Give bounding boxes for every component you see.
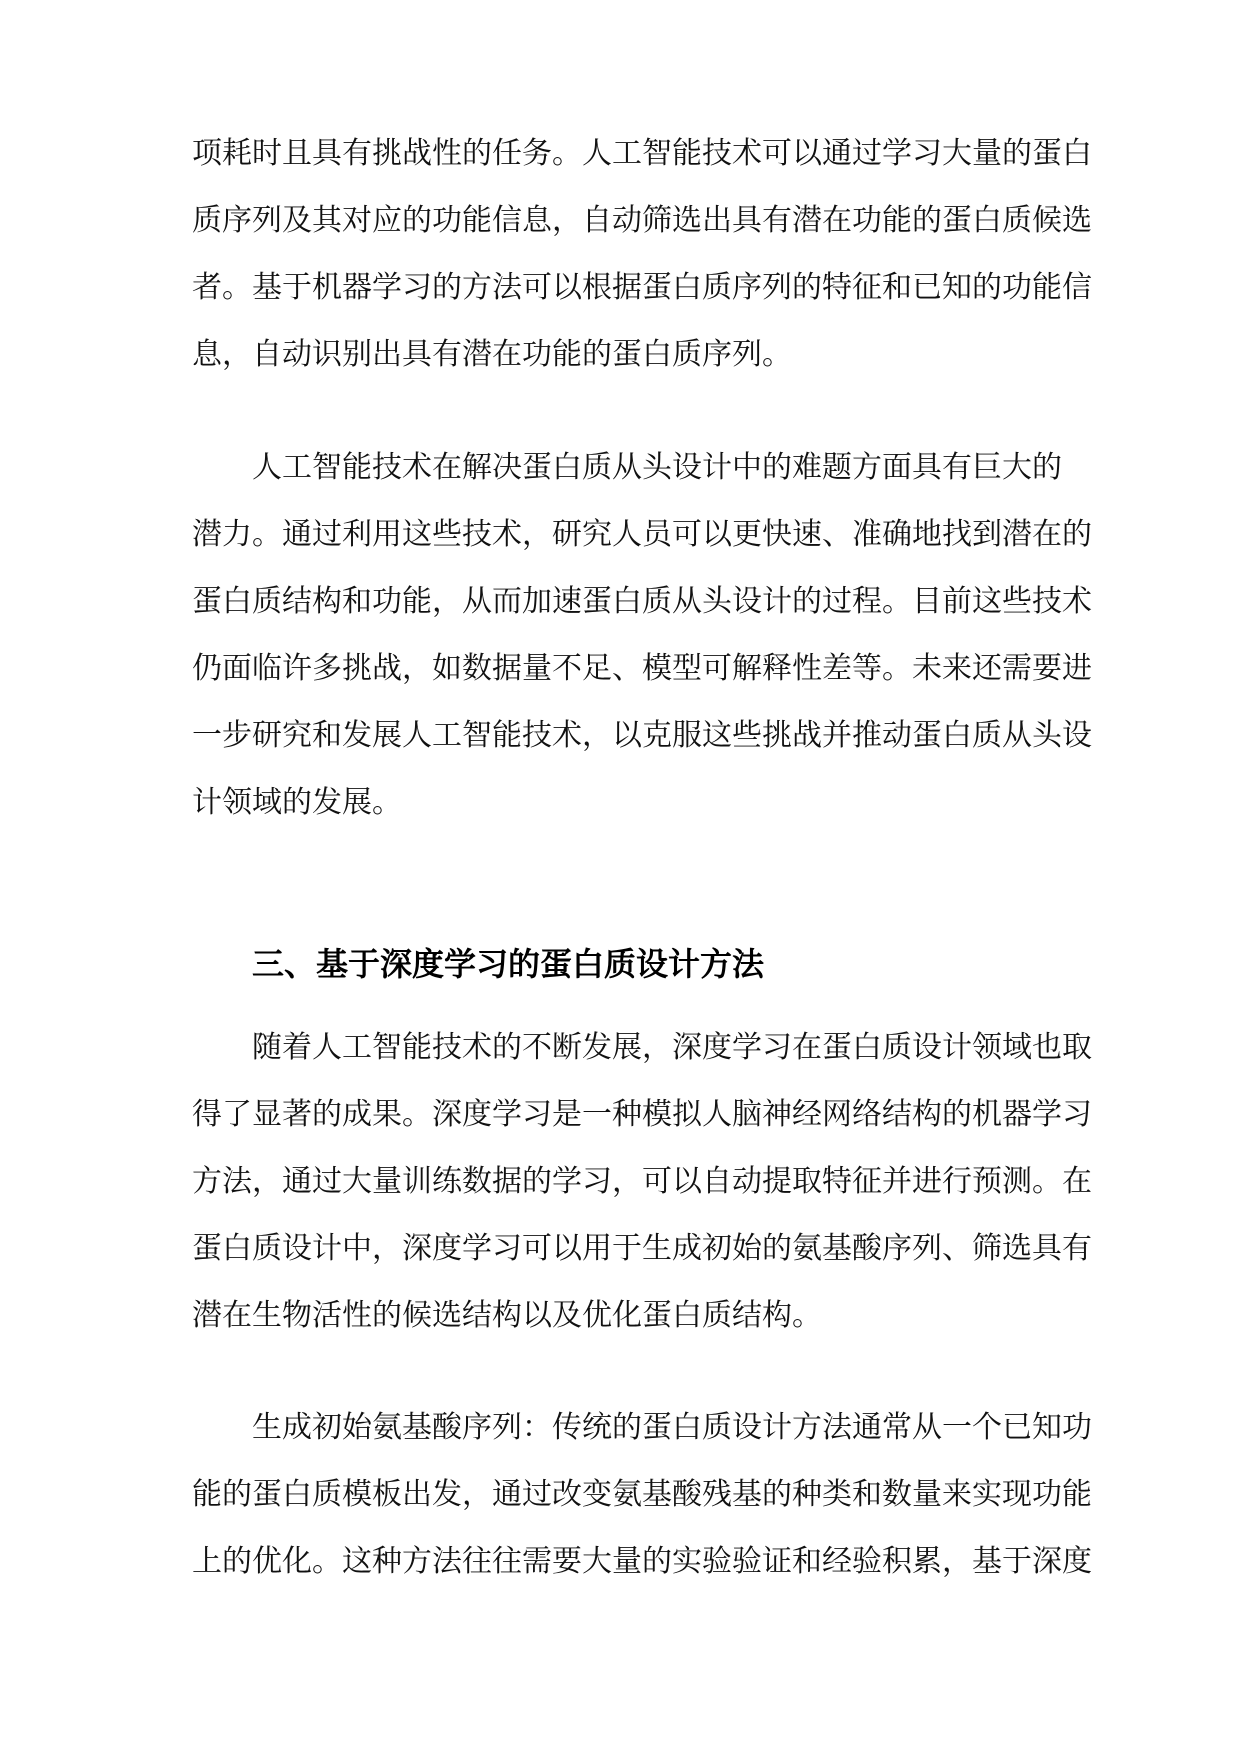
section-heading: 三、基于深度学习的蛋白质设计方法 (252, 945, 765, 983)
text-line: 者。基于机器学习的方法可以根据蛋白质序列的特征和已知的功能信 (192, 270, 1092, 305)
text-line: 生成初始氨基酸序列：传统的蛋白质设计方法通常从一个已知功 (192, 1410, 1092, 1445)
text-line: 潜在生物活性的候选结构以及优化蛋白质结构。 (192, 1298, 822, 1333)
text-line: 上的优化。这种方法往往需要大量的实验验证和经验积累，基于深度 (192, 1544, 1092, 1579)
text-line: 人工智能技术在解决蛋白质从头设计中的难题方面具有巨大的 (192, 450, 1062, 485)
text-line: 一步研究和发展人工智能技术，以克服这些挑战并推动蛋白质从头设 (192, 718, 1092, 753)
text-line: 蛋白质设计中，深度学习可以用于生成初始的氨基酸序列、筛选具有 (192, 1231, 1092, 1266)
text-line: 得了显著的成果。深度学习是一种模拟人脑神经网络结构的机器学习 (192, 1097, 1092, 1132)
text-line: 项耗时且具有挑战性的任务。人工智能技术可以通过学习大量的蛋白 (192, 136, 1092, 171)
text-line: 方法，通过大量训练数据的学习，可以自动提取特征并进行预测。在 (192, 1164, 1092, 1199)
text-line: 质序列及其对应的功能信息，自动筛选出具有潜在功能的蛋白质候选 (192, 203, 1092, 238)
text-line: 能的蛋白质模板出发，通过改变氨基酸残基的种类和数量来实现功能 (192, 1477, 1092, 1512)
text-line: 计领域的发展。 (192, 785, 402, 820)
text-line: 随着人工智能技术的不断发展，深度学习在蛋白质设计领域也取 (192, 1030, 1092, 1065)
text-line: 潜力。通过利用这些技术，研究人员可以更快速、准确地找到潜在的 (192, 517, 1092, 552)
text-line: 仍面临许多挑战，如数据量不足、模型可解释性差等。未来还需要进 (192, 651, 1092, 686)
text-line: 息，自动识别出具有潜在功能的蛋白质序列。 (192, 337, 792, 372)
text-line: 蛋白质结构和功能，从而加速蛋白质从头设计的过程。目前这些技术 (192, 584, 1092, 619)
